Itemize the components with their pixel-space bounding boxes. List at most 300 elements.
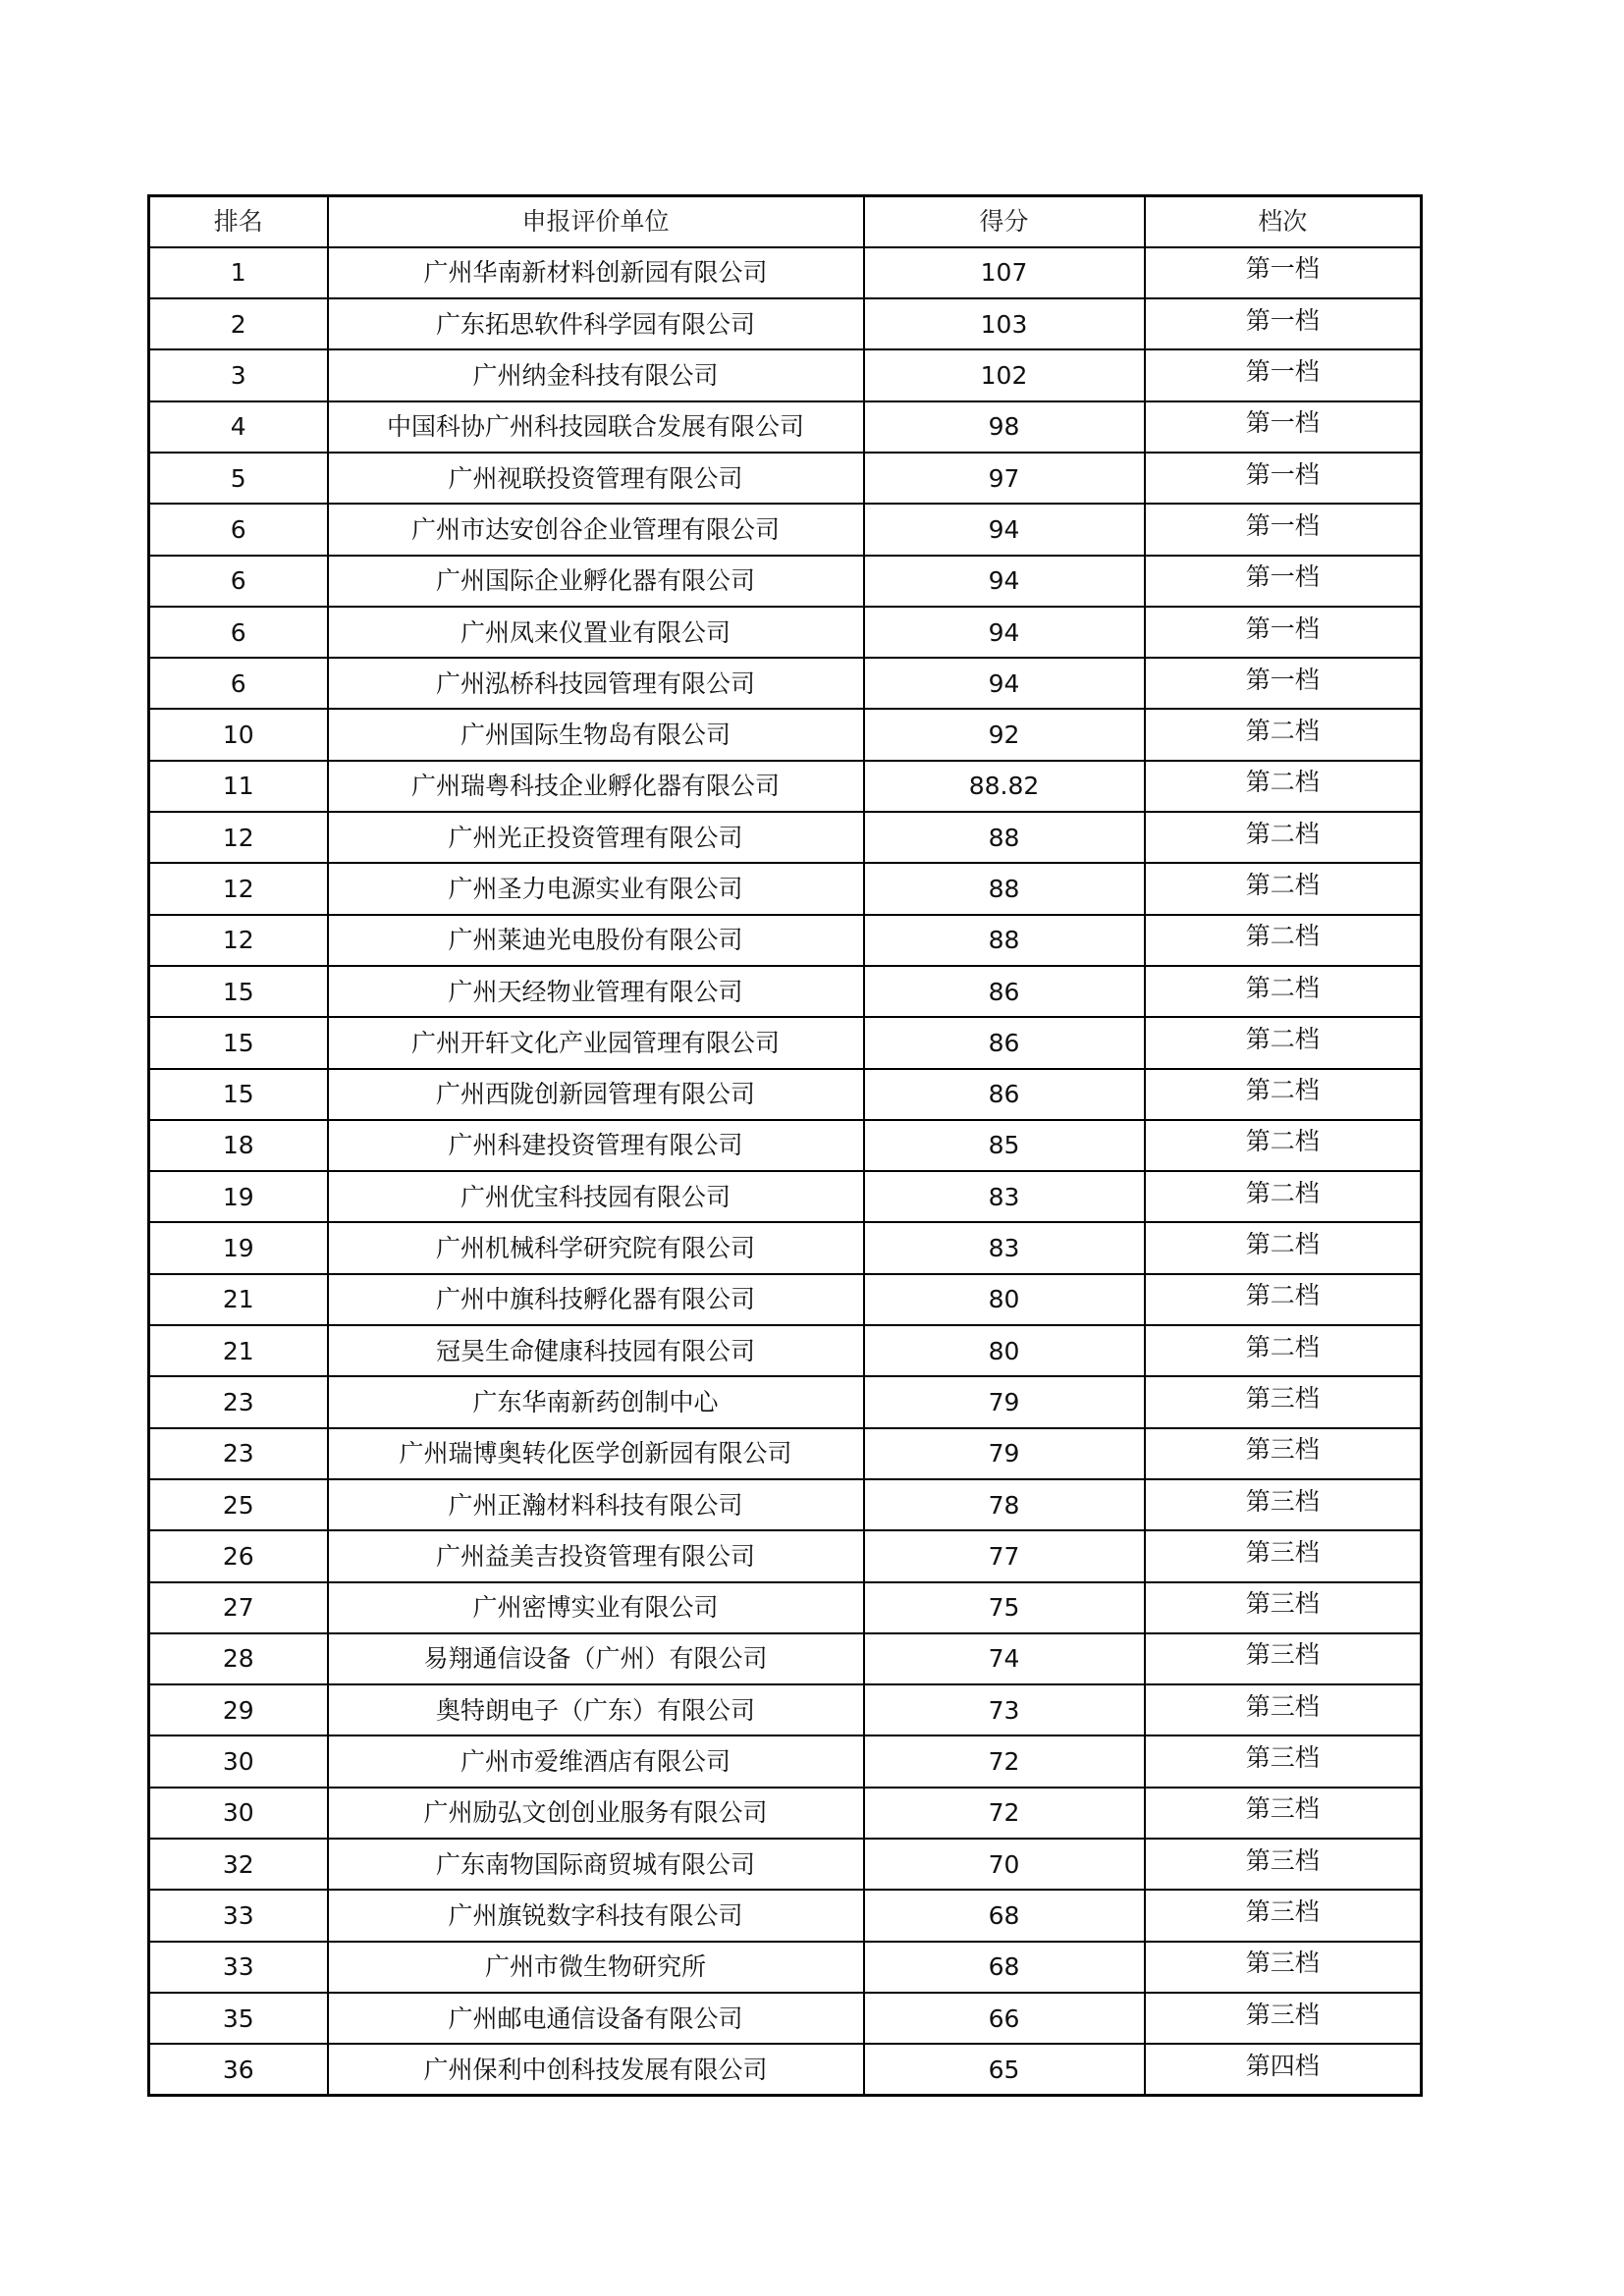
unit-cell-text: 广州密博实业有限公司 (472, 1593, 719, 1623)
tier-cell-text: 第三档 (1245, 2000, 1320, 2029)
unit-cell-text: 广州市爱维酒店有限公司 (460, 1747, 731, 1777)
rank-cell (149, 1684, 328, 1735)
unit-cell (328, 1428, 864, 1479)
table-row (149, 915, 1422, 966)
rank-cell-text: 1 (230, 258, 246, 288)
rank-cell (149, 709, 328, 760)
score-cell-text: 85 (988, 1131, 1020, 1160)
unit-cell-text: 广东南物国际商贸城有限公司 (435, 1849, 755, 1879)
unit-cell (328, 1274, 864, 1325)
rank-cell (149, 658, 328, 709)
unit-cell-text: 广州瑞粤科技企业孵化器有限公司 (410, 772, 780, 801)
tier-cell-text: 第三档 (1245, 1640, 1320, 1670)
score-cell-text: 66 (988, 2003, 1020, 2033)
tier-cell-text: 第二档 (1245, 973, 1320, 1002)
score-cell-text: 68 (988, 1900, 1020, 1930)
unit-cell (328, 1890, 864, 1941)
tier-cell (1145, 1069, 1422, 1120)
tier-cell (1145, 863, 1422, 914)
rank-cell-text: 6 (230, 566, 246, 596)
table-row (149, 761, 1422, 812)
unit-cell-text: 广州邮电通信设备有限公司 (448, 2003, 743, 2033)
rank-cell-text: 15 (222, 977, 254, 1006)
rank-cell-text: 18 (222, 1131, 254, 1160)
tier-cell-text: 第二档 (1245, 1127, 1320, 1156)
unit-cell-text: 易翔通信设备（广州）有限公司 (423, 1644, 768, 1674)
unit-cell-text: 广州视联投资管理有限公司 (448, 463, 743, 493)
tier-cell (1145, 1788, 1422, 1839)
rank-cell (149, 2044, 328, 2095)
unit-cell (328, 1942, 864, 1993)
unit-cell (328, 453, 864, 504)
score-cell (864, 1479, 1145, 1530)
table-row (149, 1479, 1422, 1530)
tier-cell (1145, 2044, 1422, 2095)
score-cell (864, 966, 1145, 1017)
unit-cell (328, 556, 864, 607)
table-row (149, 298, 1422, 349)
rank-cell-text: 35 (222, 2003, 254, 2033)
tier-cell-text: 第二档 (1245, 768, 1320, 797)
unit-cell (328, 1684, 864, 1735)
unit-cell (328, 2044, 864, 2095)
rank-cell-text: 2 (230, 309, 246, 339)
unit-cell-text: 广东华南新药创制中心 (472, 1387, 719, 1416)
tier-cell (1145, 1479, 1422, 1530)
table-header-row (149, 196, 1422, 247)
unit-cell-text: 广州莱迪光电股份有限公司 (448, 926, 743, 955)
score-cell (864, 1942, 1145, 1993)
rank-cell (149, 401, 328, 453)
table-row (149, 1735, 1422, 1787)
rank-cell-text: 19 (222, 1234, 254, 1263)
table-row (149, 247, 1422, 298)
tier-cell (1145, 1633, 1422, 1684)
table-body (149, 247, 1422, 2096)
rank-cell (149, 1942, 328, 1993)
table-row (149, 1171, 1422, 1222)
table-row (149, 1633, 1422, 1684)
rank-cell-text: 6 (230, 668, 246, 698)
score-cell-text: 86 (988, 1028, 1020, 1057)
tier-cell-text: 第三档 (1245, 1743, 1320, 1773)
rank-cell-text: 25 (222, 1490, 254, 1520)
tier-cell-text: 第一档 (1245, 562, 1320, 592)
rank-cell (149, 1582, 328, 1633)
tier-cell-text: 第一档 (1245, 510, 1320, 540)
tier-cell (1145, 504, 1422, 555)
rank-cell (149, 349, 328, 400)
table-row (149, 1942, 1422, 1993)
score-cell (864, 1684, 1145, 1735)
unit-cell-text: 广州市达安创谷企业管理有限公司 (410, 514, 780, 544)
tier-cell (1145, 658, 1422, 709)
rank-cell-text: 6 (230, 514, 246, 544)
tier-cell-text: 第二档 (1245, 819, 1320, 848)
tier-cell-text: 第三档 (1245, 1383, 1320, 1413)
score-cell (864, 1582, 1145, 1633)
unit-cell-text: 广州纳金科技有限公司 (472, 361, 719, 391)
tier-cell-text: 第二档 (1245, 922, 1320, 951)
tier-cell (1145, 1735, 1422, 1787)
rank-cell-text: 29 (222, 1695, 254, 1725)
tier-cell (1145, 298, 1422, 349)
unit-cell-text: 奥特朗电子（广东）有限公司 (435, 1695, 755, 1725)
score-cell-text: 97 (988, 463, 1020, 493)
rank-cell (149, 504, 328, 555)
unit-cell-text: 广州光正投资管理有限公司 (448, 823, 743, 852)
tier-cell-text: 第三档 (1245, 1845, 1320, 1875)
unit-cell (328, 1633, 864, 1684)
table-row (149, 1530, 1422, 1581)
ranking-table (147, 194, 1423, 2097)
rank-cell (149, 607, 328, 658)
score-cell-text: 83 (988, 1182, 1020, 1211)
unit-cell-text: 广州圣力电源实业有限公司 (448, 875, 743, 903)
rank-cell-text: 23 (222, 1387, 254, 1416)
score-cell (864, 1428, 1145, 1479)
score-cell (864, 1222, 1145, 1273)
unit-cell-text: 广州泓桥科技园管理有限公司 (435, 668, 755, 698)
tier-cell-text: 第三档 (1245, 1949, 1320, 1978)
score-cell (864, 863, 1145, 914)
score-cell-text: 102 (980, 361, 1028, 391)
unit-cell (328, 761, 864, 812)
table-row (149, 401, 1422, 453)
score-cell-text: 80 (988, 1336, 1020, 1365)
score-cell-text: 72 (988, 1798, 1020, 1828)
table-row (149, 504, 1422, 555)
score-cell-text: 86 (988, 1080, 1020, 1109)
unit-cell-text: 广州益美吉投资管理有限公司 (435, 1541, 755, 1571)
unit-cell (328, 1017, 864, 1068)
tier-cell (1145, 1428, 1422, 1479)
score-cell-text: 86 (988, 977, 1020, 1006)
tier-cell-text: 第三档 (1245, 1794, 1320, 1824)
unit-cell-text: 广东拓思软件科学园有限公司 (435, 309, 755, 339)
score-cell (864, 504, 1145, 555)
table-row (149, 1222, 1422, 1273)
score-cell-text: 92 (988, 721, 1020, 750)
rank-cell (149, 1479, 328, 1530)
tier-cell-text: 第三档 (1245, 1896, 1320, 1926)
tier-cell (1145, 349, 1422, 400)
unit-cell-text: 广州励弘文创创业服务有限公司 (423, 1798, 768, 1828)
score-cell (864, 607, 1145, 658)
tier-cell (1145, 1839, 1422, 1890)
tier-cell-text: 第二档 (1245, 1178, 1320, 1207)
tier-cell (1145, 761, 1422, 812)
unit-cell (328, 658, 864, 709)
unit-cell-text: 广州优宝科技园有限公司 (460, 1182, 731, 1211)
rank-cell (149, 1788, 328, 1839)
unit-cell (328, 1839, 864, 1890)
score-cell-text: 94 (988, 668, 1020, 698)
tier-cell (1145, 556, 1422, 607)
rank-cell-text: 6 (230, 617, 246, 647)
tier-cell (1145, 247, 1422, 298)
tier-cell (1145, 1684, 1422, 1735)
tier-cell (1145, 709, 1422, 760)
tier-cell (1145, 401, 1422, 453)
tier-cell (1145, 1376, 1422, 1427)
score-cell (864, 1171, 1145, 1222)
score-cell-text: 78 (988, 1490, 1020, 1520)
tier-cell-text: 第一档 (1245, 254, 1320, 284)
unit-cell (328, 1120, 864, 1171)
table-row (149, 453, 1422, 504)
unit-cell (328, 1069, 864, 1120)
tier-cell-text: 第三档 (1245, 1691, 1320, 1721)
rank-cell (149, 863, 328, 914)
rank-cell-text: 33 (222, 1900, 254, 1930)
rank-cell-text: 10 (222, 721, 254, 750)
tier-cell (1145, 1890, 1422, 1941)
rank-cell (149, 1530, 328, 1581)
score-cell-text: 75 (988, 1593, 1020, 1623)
score-cell (864, 1017, 1145, 1068)
score-cell (864, 401, 1145, 453)
unit-cell (328, 915, 864, 966)
rank-cell (149, 247, 328, 298)
tier-cell (1145, 1171, 1422, 1222)
rank-cell-text: 36 (222, 2055, 254, 2084)
tier-cell-text: 第二档 (1245, 1076, 1320, 1105)
unit-cell (328, 863, 864, 914)
table-row (149, 1993, 1422, 2044)
score-cell-text: 79 (988, 1387, 1020, 1416)
score-cell-text: 88.82 (968, 772, 1040, 801)
score-cell-text: 74 (988, 1644, 1020, 1674)
unit-cell (328, 1171, 864, 1222)
rank-cell-text: 12 (222, 926, 254, 955)
table-row (149, 2044, 1422, 2095)
unit-cell (328, 1993, 864, 2044)
score-cell-text: 103 (980, 309, 1028, 339)
rank-cell-text: 23 (222, 1439, 254, 1468)
tier-cell-text: 第一档 (1245, 408, 1320, 438)
tier-cell-text: 第三档 (1245, 1537, 1320, 1567)
rank-cell-text: 32 (222, 1849, 254, 1879)
unit-cell-text: 广州市微生物研究所 (484, 1952, 706, 1982)
unit-cell (328, 966, 864, 1017)
score-cell-text: 94 (988, 566, 1020, 596)
score-cell-text: 68 (988, 1952, 1020, 1982)
tier-cell-text: 第二档 (1245, 1332, 1320, 1362)
tier-cell-text: 第一档 (1245, 459, 1320, 489)
score-cell (864, 453, 1145, 504)
tier-cell-text: 第一档 (1245, 614, 1320, 643)
unit-cell (328, 607, 864, 658)
table-row (149, 1428, 1422, 1479)
table-row (149, 812, 1422, 863)
unit-cell-text: 广州旗锐数字科技有限公司 (448, 1900, 743, 1930)
tier-cell (1145, 1017, 1422, 1068)
score-cell-text: 83 (988, 1234, 1020, 1263)
rank-cell-text: 3 (230, 361, 246, 391)
tier-cell-text: 第三档 (1245, 1435, 1320, 1465)
tier-cell (1145, 453, 1422, 504)
unit-cell (328, 709, 864, 760)
unit-cell-text: 广州瑞博奥转化医学创新园有限公司 (399, 1439, 792, 1468)
unit-cell (328, 1530, 864, 1581)
tier-cell-text: 第二档 (1245, 717, 1320, 746)
tier-cell-text: 第一档 (1245, 357, 1320, 387)
table-row (149, 1376, 1422, 1427)
score-cell (864, 1530, 1145, 1581)
unit-cell-text: 广州凤来仪置业有限公司 (460, 617, 731, 647)
unit-cell (328, 1325, 864, 1376)
score-cell (864, 915, 1145, 966)
unit-cell-text: 广州国际生物岛有限公司 (460, 721, 731, 750)
rank-cell-text: 28 (222, 1644, 254, 1674)
header-score: 得分 (864, 196, 1145, 247)
score-cell (864, 1325, 1145, 1376)
tier-cell (1145, 1120, 1422, 1171)
score-cell (864, 761, 1145, 812)
score-cell-text: 72 (988, 1747, 1020, 1777)
rank-cell (149, 1274, 328, 1325)
tier-cell-text: 第二档 (1245, 1230, 1320, 1259)
score-cell-text: 77 (988, 1541, 1020, 1571)
unit-cell (328, 812, 864, 863)
score-cell (864, 298, 1145, 349)
rank-cell (149, 1633, 328, 1684)
rank-cell (149, 1428, 328, 1479)
unit-cell-text: 广州正瀚材料科技有限公司 (448, 1490, 743, 1520)
table-row (149, 556, 1422, 607)
score-cell-text: 73 (988, 1695, 1020, 1725)
score-cell-text: 94 (988, 514, 1020, 544)
score-cell-text: 94 (988, 617, 1020, 647)
tier-cell-text: 第二档 (1245, 1281, 1320, 1310)
tier-cell-text: 第四档 (1245, 2051, 1320, 2080)
rank-cell (149, 1993, 328, 2044)
tier-cell-text: 第二档 (1245, 871, 1320, 899)
unit-cell-text: 广州开轩文化产业园管理有限公司 (410, 1028, 780, 1057)
table-row (149, 1684, 1422, 1735)
header-tier: 档次 (1145, 196, 1422, 247)
rank-cell (149, 966, 328, 1017)
table-row (149, 1890, 1422, 1941)
rank-cell (149, 298, 328, 349)
rank-cell-text: 30 (222, 1747, 254, 1777)
rank-cell-text: 21 (222, 1336, 254, 1365)
unit-cell (328, 1788, 864, 1839)
unit-cell (328, 1222, 864, 1273)
score-cell (864, 247, 1145, 298)
unit-cell (328, 1735, 864, 1787)
rank-cell (149, 1839, 328, 1890)
tier-cell (1145, 1942, 1422, 1993)
rank-cell (149, 915, 328, 966)
table-row (149, 658, 1422, 709)
rank-cell-text: 30 (222, 1798, 254, 1828)
rank-cell-text: 19 (222, 1182, 254, 1211)
rank-cell (149, 1222, 328, 1273)
rank-cell-text: 15 (222, 1028, 254, 1057)
score-cell (864, 1839, 1145, 1890)
table-row (149, 1120, 1422, 1171)
table-row (149, 1017, 1422, 1068)
rank-cell (149, 1017, 328, 1068)
score-cell (864, 1120, 1145, 1171)
rank-cell-text: 11 (222, 772, 254, 801)
table-row (149, 1325, 1422, 1376)
unit-cell-text: 广州科建投资管理有限公司 (448, 1131, 743, 1160)
score-cell-text: 107 (980, 258, 1028, 288)
score-cell-text: 65 (988, 2055, 1020, 2084)
rank-cell (149, 1120, 328, 1171)
score-cell (864, 709, 1145, 760)
rank-cell (149, 1171, 328, 1222)
unit-cell (328, 247, 864, 298)
tier-cell (1145, 1274, 1422, 1325)
score-cell (864, 556, 1145, 607)
tier-cell-text: 第二档 (1245, 1024, 1320, 1053)
score-cell (864, 1274, 1145, 1325)
table-row (149, 863, 1422, 914)
rank-cell-text: 21 (222, 1285, 254, 1314)
score-cell-text: 88 (988, 926, 1020, 955)
score-cell (864, 658, 1145, 709)
unit-cell (328, 298, 864, 349)
tier-cell (1145, 1530, 1422, 1581)
tier-cell-text: 第三档 (1245, 1486, 1320, 1516)
score-cell-text: 79 (988, 1439, 1020, 1468)
rank-cell (149, 1325, 328, 1376)
tier-cell-text: 第一档 (1245, 665, 1320, 694)
rank-cell (149, 761, 328, 812)
unit-cell (328, 1376, 864, 1427)
rank-cell-text: 12 (222, 823, 254, 852)
rank-cell-text: 27 (222, 1593, 254, 1623)
rank-cell (149, 1069, 328, 1120)
tier-cell (1145, 1582, 1422, 1633)
unit-cell-text: 广州西陇创新园管理有限公司 (435, 1080, 755, 1109)
score-cell (864, 1069, 1145, 1120)
rank-cell-text: 26 (222, 1541, 254, 1571)
score-cell-text: 80 (988, 1285, 1020, 1314)
score-cell (864, 2044, 1145, 2095)
unit-cell-text: 中国科协广州科技园联合发展有限公司 (386, 412, 804, 442)
rank-cell-text: 5 (230, 463, 246, 493)
score-cell (864, 1890, 1145, 1941)
ranking-sheet (147, 194, 1420, 2097)
score-cell (864, 1993, 1145, 2044)
tier-cell (1145, 915, 1422, 966)
rank-cell-text: 4 (230, 412, 246, 442)
score-cell (864, 1633, 1145, 1684)
rank-cell (149, 556, 328, 607)
score-cell-text: 98 (988, 412, 1020, 442)
score-cell (864, 1376, 1145, 1427)
header-unit: 申报评价单位 (328, 196, 864, 247)
tier-cell (1145, 607, 1422, 658)
table-row (149, 1582, 1422, 1633)
unit-cell-text: 广州华南新材料创新园有限公司 (423, 258, 768, 288)
table-row (149, 349, 1422, 400)
tier-cell (1145, 966, 1422, 1017)
unit-cell (328, 349, 864, 400)
rank-cell (149, 1735, 328, 1787)
table-row (149, 709, 1422, 760)
table-row (149, 1069, 1422, 1120)
rank-cell (149, 1890, 328, 1941)
rank-cell (149, 812, 328, 863)
unit-cell (328, 1582, 864, 1633)
tier-cell (1145, 1325, 1422, 1376)
